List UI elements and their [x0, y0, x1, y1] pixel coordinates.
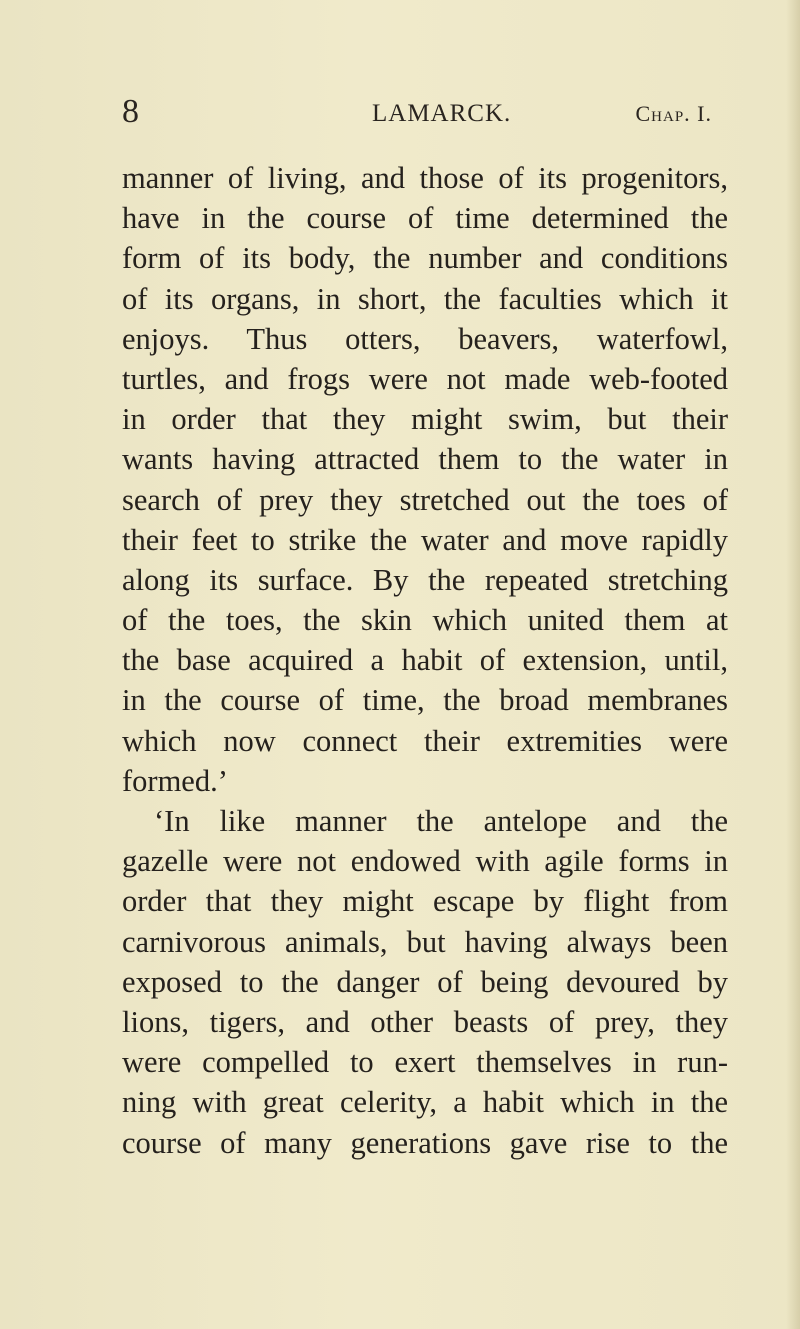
body-text [122, 158, 728, 1163]
text-line: enjoys. Thus otters, beavers, waterfowl, [122, 321, 728, 356]
text-line: wants having attracted them to the water in [122, 442, 728, 477]
text-line: have in the course of time determined the [122, 201, 728, 236]
text-line: the base acquired a habit of extension, until, [122, 643, 728, 678]
text-line: their feet to strike the water and move rapidly [122, 522, 728, 557]
page-header [122, 92, 712, 132]
text-line: of the toes, the skin which united them at [122, 603, 728, 638]
page-number: 8 [122, 93, 139, 130]
text-line: form of its body, the number and conditions [122, 241, 728, 276]
text-line: gazelle were not endowed with agile forms in [122, 844, 728, 879]
text-line: carnivorous animals, but having always been [122, 924, 728, 959]
text-line: order that they might escape by flight from [122, 884, 728, 919]
text-line: formed.’ [122, 763, 228, 798]
text-line: manner of living, and those of its progenitors, [122, 161, 728, 195]
text-line: exposed to the danger of being devoured by [122, 964, 728, 999]
text-line: ning with great celerity, a habit which in the [122, 1085, 728, 1120]
text-line: along its surface. By the repeated stretching [122, 562, 728, 597]
text-line: ‘In like manner the antelope and the [154, 804, 728, 838]
text-line: lions, tigers, and other beasts of prey, they [122, 1004, 728, 1039]
text-line: of its organs, in short, the faculties which it [122, 281, 728, 316]
page-edge-shadow [786, 0, 800, 1329]
text-line: course of many generations gave rise to the [122, 1125, 728, 1160]
text-line: search of prey they stretched out the toes of [122, 482, 728, 517]
text-line: were compelled to exert themselves in run- [122, 1045, 728, 1080]
chapter-label: Chap. I. [635, 101, 712, 126]
text-line: in order that they might swim, but their [122, 402, 728, 437]
text-line: in the course of time, the broad membranes [122, 683, 728, 718]
text-line: which now connect their extremities were [122, 723, 728, 758]
text-line: turtles, and frogs were not made web-footed [122, 361, 728, 396]
running-title: LAMARCK. [372, 100, 512, 127]
